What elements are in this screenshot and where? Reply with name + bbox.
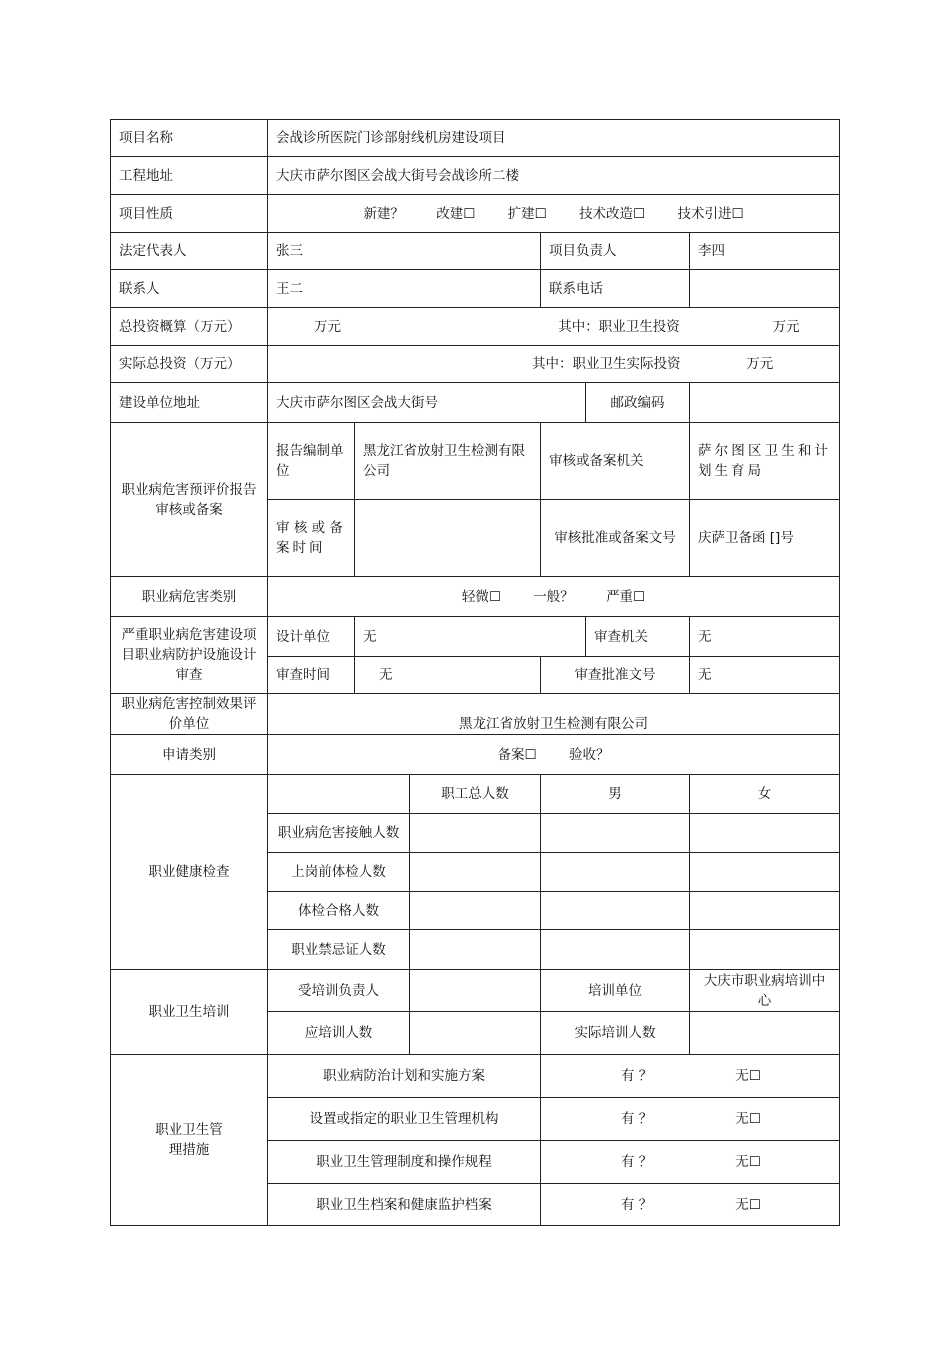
occupational-investment-label: 其中：职业卫生投资	[558, 318, 680, 335]
occupational-investment-unit: 万元	[772, 318, 800, 335]
nature-option-tech-import[interactable]: 技术引进☐	[677, 205, 744, 222]
postal-code-label: 邮政编码	[586, 383, 690, 423]
measure-options	[541, 1141, 840, 1184]
actual-train-label: 实际培训人数	[541, 1012, 690, 1055]
health-row-contraindication-label: 职业禁忌证人数	[268, 930, 410, 970]
design-review-label: 严重职业病危害建设项目职业病防护设施设计审查	[111, 617, 268, 694]
training-unit-value[interactable]: 大庆市职业病培训中心	[690, 970, 840, 1012]
measure-yes-option[interactable]: 有 ？	[621, 1068, 653, 1084]
review-org-value[interactable]: 萨尔图区卫生和计划生育局	[690, 423, 840, 500]
legal-rep-label: 法定代表人	[111, 233, 268, 270]
training-label: 职业卫生培训	[111, 970, 268, 1055]
project-name-label: 项目名称	[111, 120, 268, 157]
design-approval-label: 审查批准文号	[541, 657, 690, 694]
phone-label: 联系电话	[541, 270, 690, 308]
trainee-lead-value[interactable]	[410, 970, 541, 1012]
design-review-time-value[interactable]: 无	[355, 657, 541, 694]
total-budget-unit: 万元	[314, 318, 341, 335]
measure-name: 职业卫生管理制度和操作规程	[268, 1141, 541, 1184]
health-header-male: 男	[541, 775, 690, 814]
measure-yes-option[interactable]: 有 ？	[621, 1154, 653, 1170]
row-hazard-category	[111, 577, 840, 617]
review-org-label: 审核或备案机关	[541, 423, 690, 500]
builder-address-label: 建设单位地址	[111, 383, 268, 423]
should-train-value[interactable]	[410, 1012, 541, 1055]
health-cell-male[interactable]	[541, 930, 690, 970]
nature-options	[268, 195, 840, 233]
pre-eval-label: 职业病危害预评价报告审核或备案	[111, 423, 268, 577]
review-time-value[interactable]	[355, 500, 541, 577]
design-review-time-label: 审查时间	[268, 657, 355, 694]
measure-options	[541, 1055, 840, 1098]
row-design-review-1	[111, 617, 840, 657]
measure-no-option[interactable]: 无☐	[735, 1154, 761, 1170]
project-lead-label: 项目负责人	[541, 233, 690, 270]
measures-label: 职业卫生管理措施	[111, 1055, 268, 1226]
design-review-org-label: 审查机关	[586, 617, 690, 657]
hazard-category-options	[268, 577, 840, 617]
health-cell-total[interactable]	[410, 814, 541, 853]
review-time-label: 审核或备案时间	[268, 500, 355, 577]
trainee-lead-label: 受培训负责人	[268, 970, 410, 1012]
actual-train-value[interactable]	[690, 1012, 840, 1055]
legal-rep-value[interactable]: 张三	[268, 233, 541, 270]
measure-no-option[interactable]: 无☐	[735, 1068, 761, 1084]
health-cell-female[interactable]	[690, 853, 840, 892]
health-header-blank	[268, 775, 410, 814]
apply-type-label: 申请类别	[111, 735, 268, 775]
row-builder-address	[111, 383, 840, 423]
row-actual-investment	[111, 346, 840, 383]
health-cell-male[interactable]	[541, 853, 690, 892]
actual-investment-label: 实际总投资（万元）	[111, 346, 268, 383]
training-unit-label: 培训单位	[541, 970, 690, 1012]
project-lead-value[interactable]: 李四	[690, 233, 840, 270]
nature-option-rebuild[interactable]: 改建☐	[436, 205, 476, 222]
health-row-exposed-label: 职业病危害接触人数	[268, 814, 410, 853]
measure-name: 职业卫生档案和健康监护档案	[268, 1184, 541, 1226]
row-contact	[111, 270, 840, 308]
approval-number-label: 审核批准或备案文号	[541, 500, 690, 577]
control-eval-value[interactable]: 黑龙江省放射卫生检测有限公司	[268, 694, 840, 735]
row-pre-eval-1	[111, 423, 840, 500]
health-cell-total[interactable]	[410, 853, 541, 892]
address-value[interactable]: 大庆市萨尔图区会战大街号会战诊所二楼	[268, 157, 840, 195]
health-cell-female[interactable]	[690, 930, 840, 970]
health-cell-female[interactable]	[690, 892, 840, 930]
row-health-header	[111, 775, 840, 814]
apply-option-record[interactable]: 备案☐	[497, 746, 537, 763]
address-label: 工程地址	[111, 157, 268, 195]
measure-no-option[interactable]: 无☐	[735, 1111, 761, 1127]
row-nature	[111, 195, 840, 233]
measure-name: 职业病防治计划和实施方案	[268, 1055, 541, 1098]
health-header-female: 女	[690, 775, 840, 814]
apply-type-options	[268, 735, 840, 775]
measure-no-option[interactable]: 无☐	[735, 1196, 761, 1213]
health-cell-male[interactable]	[541, 892, 690, 930]
contact-label: 联系人	[111, 270, 268, 308]
health-cell-total[interactable]	[410, 892, 541, 930]
actual-investment-field[interactable]	[268, 346, 840, 383]
health-check-label: 职业健康检查	[111, 775, 268, 970]
nature-option-new[interactable]: 新建？	[363, 205, 404, 222]
report-unit-label: 报告编制单位	[268, 423, 355, 500]
health-row-qualified-label: 体检合格人数	[268, 892, 410, 930]
health-cell-female[interactable]	[690, 814, 840, 853]
builder-address-value[interactable]: 大庆市萨尔图区会战大街号	[268, 383, 586, 423]
actual-occupational-investment-unit: 万元	[746, 356, 774, 372]
health-row-preemployment-label: 上岗前体检人数	[268, 853, 410, 892]
health-cell-total[interactable]	[410, 930, 541, 970]
health-header-total: 职工总人数	[410, 775, 541, 814]
health-cell-male[interactable]	[541, 814, 690, 853]
nature-option-expand[interactable]: 扩建☐	[507, 205, 547, 222]
actual-occupational-investment-label: 其中：职业卫生实际投资	[532, 356, 681, 372]
nature-option-tech-upgrade[interactable]: 技术改造☐	[579, 205, 646, 222]
project-name-value[interactable]: 会战诊所医院门诊部射线机房建设项目	[268, 120, 840, 157]
control-eval-label: 职业病危害控制效果评价单位	[111, 694, 268, 735]
row-training-1	[111, 970, 840, 1012]
measure-yes-option[interactable]: 有 ？	[621, 1196, 653, 1213]
total-budget-label: 总投资概算（万元）	[111, 308, 268, 346]
design-approval-value[interactable]: 无	[690, 657, 840, 694]
approval-number-value[interactable]: 庆萨卫备函 []号	[690, 500, 840, 577]
row-legal-rep	[111, 233, 840, 270]
contact-value[interactable]: 王二	[268, 270, 541, 308]
hazard-category-label: 职业病危害类别	[111, 577, 268, 617]
apply-option-acceptance[interactable]: 验收？	[568, 746, 610, 763]
design-unit-value[interactable]: 无	[355, 617, 586, 657]
row-total-budget	[111, 308, 840, 346]
measure-options	[541, 1184, 840, 1226]
hazard-option-general[interactable]: 一般？	[533, 588, 574, 605]
should-train-label: 应培训人数	[268, 1012, 410, 1055]
phone-value[interactable]	[690, 270, 840, 308]
project-form-table	[110, 119, 840, 1226]
row-control-eval	[111, 694, 840, 735]
report-unit-value[interactable]: 黑龙江省放射卫生检测有限公司	[355, 423, 541, 500]
row-project-name	[111, 120, 840, 157]
hazard-option-severe[interactable]: 严重☐	[606, 588, 646, 605]
list-item	[111, 1055, 840, 1098]
measure-name: 设置或指定的职业卫生管理机构	[268, 1098, 541, 1141]
row-apply-type	[111, 735, 840, 775]
total-budget-field[interactable]	[268, 308, 840, 346]
design-unit-label: 设计单位	[268, 617, 355, 657]
measure-yes-option[interactable]: 有 ？	[621, 1111, 653, 1127]
design-review-org-value[interactable]: 无	[690, 617, 840, 657]
postal-code-value[interactable]	[690, 383, 840, 423]
hazard-option-minor[interactable]: 轻微☐	[461, 588, 501, 605]
row-address	[111, 157, 840, 195]
nature-label: 项目性质	[111, 195, 268, 233]
measure-options	[541, 1098, 840, 1141]
